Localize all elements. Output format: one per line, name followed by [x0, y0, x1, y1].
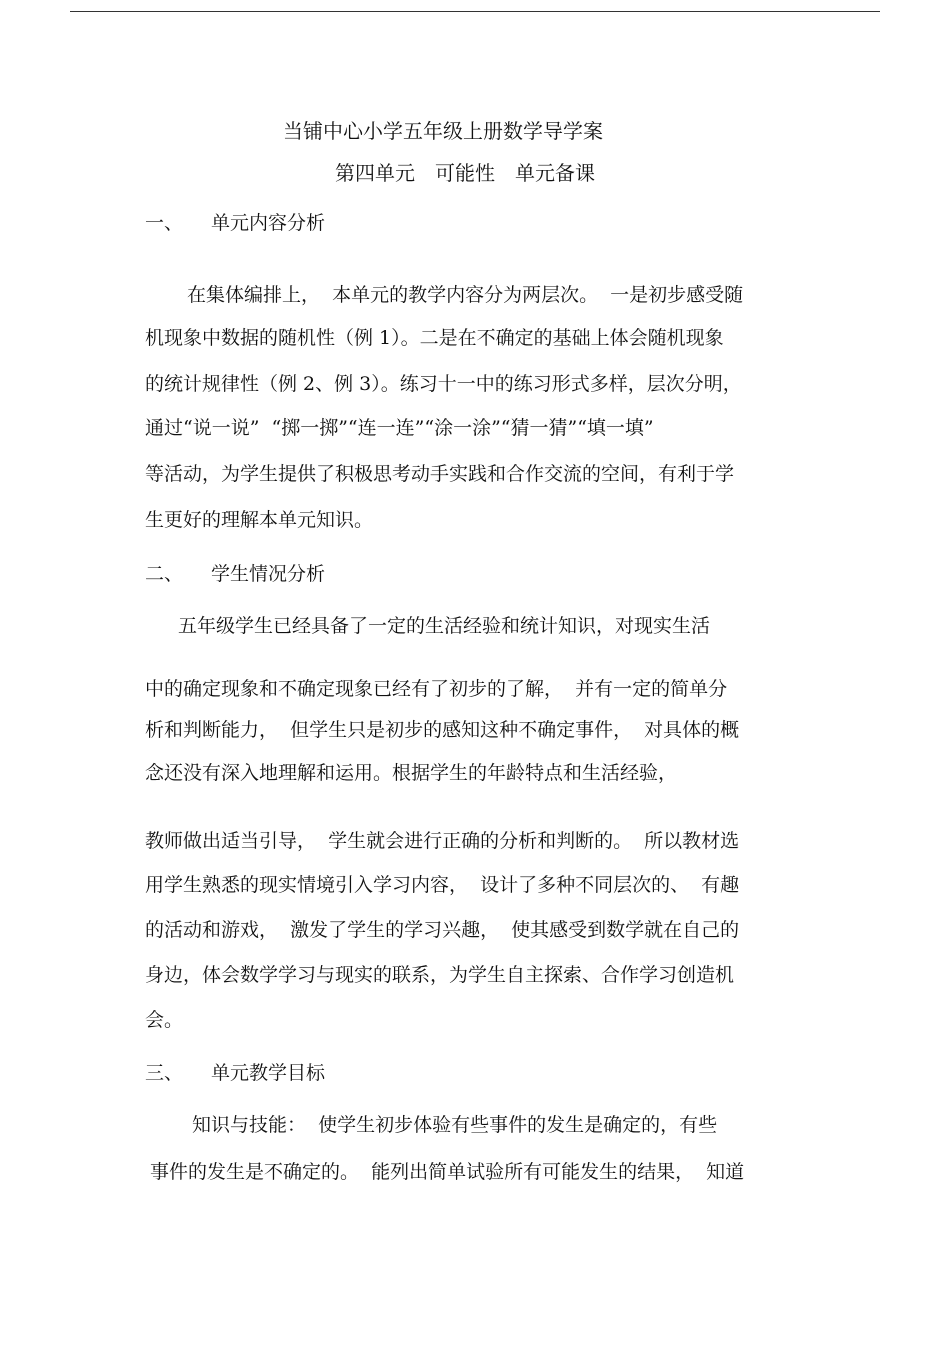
paragraph-line: 会。 — [145, 1009, 184, 1031]
section-number-1: 一、 — [145, 212, 184, 234]
paragraph-line: 析和判断能力， 但学生只是初步的感知这种不确定事件， 对具体的概 — [145, 719, 740, 741]
paragraph-line: 用学生熟悉的现实情境引入学习内容， 设计了多种不同层次的、 有趣 — [145, 874, 740, 896]
paragraph-line: 在集体编排上， 本单元的教学内容分为两层次。 一是初步感受随 — [187, 284, 744, 306]
section-title-2: 学生情况分析 — [211, 563, 326, 585]
paragraph-line: 生更好的理解本单元知识。 — [145, 509, 374, 531]
section-heading-1 — [145, 211, 325, 235]
paragraph-line: 等活动，为学生提供了积极思考动手实践和合作交流的空间，有利于学 — [145, 463, 735, 485]
section-number-2: 二、 — [145, 563, 184, 585]
paragraph-line: 的统计规律性（例 2、例 3）。练习十一中的练习形式多样，层次分明， — [145, 373, 742, 395]
paragraph-line: 身边，体会数学学习与现实的联系，为学生自主探索、合作学习创造机 — [145, 964, 735, 986]
top-rule — [70, 11, 880, 12]
paragraph-line: 五年级学生已经具备了一定的生活经验和统计知识，对现实生活 — [178, 615, 711, 637]
paragraph-line: 通过“说一说” “掷一掷”“连一连”“涂一涂”“猜一猜”“填一填” — [145, 417, 654, 439]
section-title-3: 单元教学目标 — [211, 1062, 326, 1084]
document-title: 当铺中心小学五年级上册数学导学案 — [283, 119, 603, 143]
paragraph-line: 中的确定现象和不确定现象已经有了初步的了解， 并有一定的简单分 — [145, 678, 728, 700]
section-title-1: 单元内容分析 — [211, 212, 326, 234]
document-subtitle: 第四单元 可能性 单元备课 — [335, 161, 595, 185]
paragraph-line: 事件的发生是不确定的。 能列出简单试验所有可能发生的结果， 知道 — [150, 1161, 745, 1183]
paragraph-line: 机现象中数据的随机性（例 1）。二是在不确定的基础上体会随机现象 — [145, 327, 724, 349]
section-heading-2 — [145, 562, 325, 586]
section-number-3: 三、 — [145, 1062, 184, 1084]
paragraph-line: 的活动和游戏， 激发了学生的学习兴趣， 使其感受到数学就在自己的 — [145, 919, 740, 941]
section-heading-3 — [145, 1061, 325, 1085]
paragraph-line: 教师做出适当引导， 学生就会进行正确的分析和判断的。 所以教材选 — [145, 830, 740, 852]
paragraph-line: 知识与技能： 使学生初步体验有些事件的发生是确定的，有些 — [192, 1114, 718, 1136]
paragraph-line: 念还没有深入地理解和运用。根据学生的年龄特点和生活经验， — [145, 762, 678, 784]
